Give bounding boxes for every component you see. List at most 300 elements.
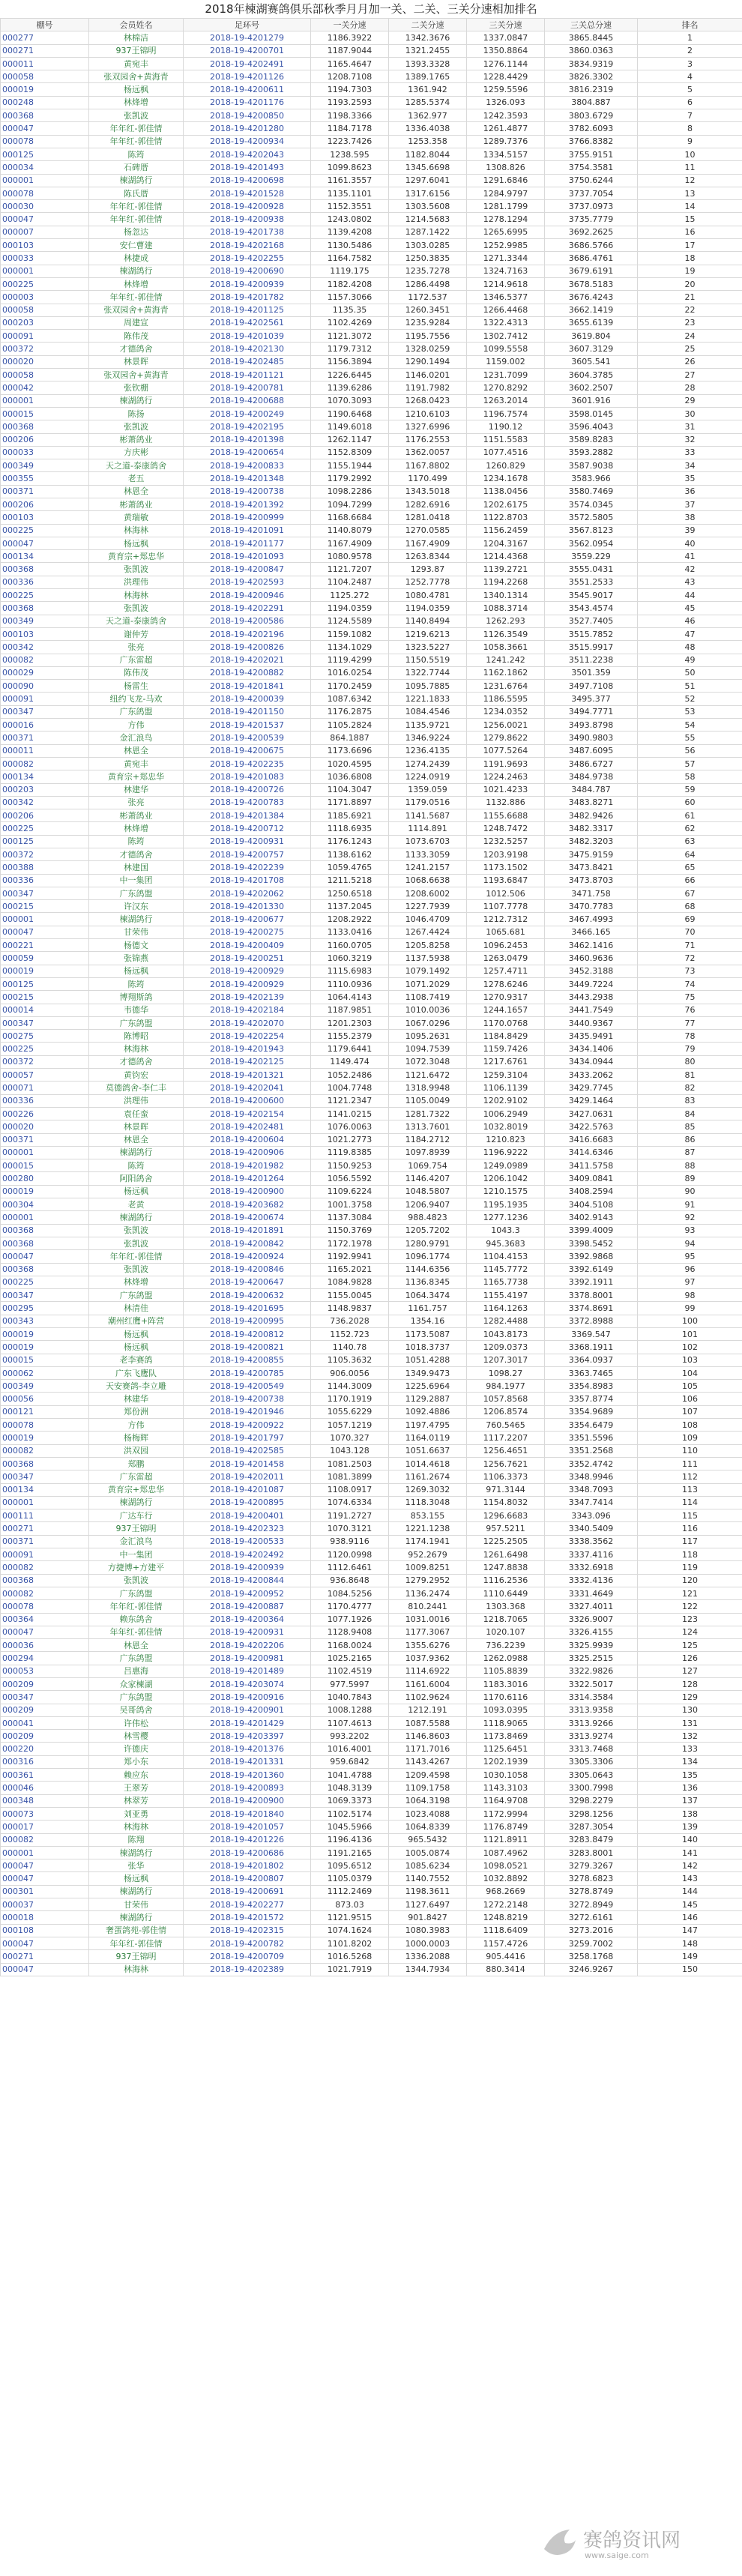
ring-number-cell: 2018-19-4200611 <box>184 83 311 96</box>
total-speed-cell: 3484.9738 <box>545 770 638 783</box>
member-name-cell: 林景晖 <box>89 355 184 368</box>
rank-cell: 10 <box>638 148 742 160</box>
stage1-speed-cell: 1101.8202 <box>311 1937 389 1949</box>
pen-number-cell: 000225 <box>1 277 89 290</box>
stage3-speed-cell: 1260.829 <box>467 459 545 472</box>
rank-cell: 48 <box>638 641 742 654</box>
rank-cell: 63 <box>638 835 742 848</box>
pen-number-cell: 000348 <box>1 1794 89 1807</box>
member-name-cell: 林海林 <box>89 1821 184 1833</box>
pigeon-logo-icon <box>540 2524 579 2563</box>
table-row <box>1 1250 742 1263</box>
pen-number-cell: 000016 <box>1 719 89 732</box>
total-speed-cell: 3305.3306 <box>545 1755 638 1768</box>
stage2-speed-cell: 1146.0201 <box>389 369 467 381</box>
member-name-cell: 赖应东 <box>89 1769 184 1782</box>
ring-number-cell: 2018-19-4200821 <box>184 1341 311 1354</box>
total-speed-cell: 3313.9266 <box>545 1716 638 1729</box>
ring-number-cell: 2018-19-4202277 <box>184 1898 311 1911</box>
total-speed-cell: 3409.0841 <box>545 1172 638 1185</box>
rank-cell: 67 <box>638 887 742 899</box>
total-speed-cell: 3551.2533 <box>545 576 638 588</box>
total-speed-cell: 3402.9143 <box>545 1211 638 1224</box>
total-speed-cell: 3497.7108 <box>545 680 638 693</box>
table-row <box>1 83 742 96</box>
table-row <box>1 848 742 861</box>
stage2-speed-cell: 1144.6356 <box>389 1263 467 1276</box>
stage3-speed-cell: 1116.2536 <box>467 1574 545 1587</box>
table-row <box>1 1146 742 1159</box>
member-name-cell: 广东鸽盟 <box>89 1289 184 1302</box>
stage2-speed-cell: 1250.3835 <box>389 252 467 265</box>
rank-cell: 131 <box>638 1716 742 1729</box>
stage1-speed-cell: 1104.2487 <box>311 576 389 588</box>
total-speed-cell: 3246.9267 <box>545 1963 638 1976</box>
ring-number-cell: 2018-19-4201782 <box>184 291 311 304</box>
total-speed-cell: 3443.2938 <box>545 991 638 1004</box>
stage2-speed-cell: 853.155 <box>389 1509 467 1522</box>
rank-cell: 119 <box>638 1561 742 1574</box>
stage1-speed-cell: 1262.1147 <box>311 433 389 446</box>
table-row <box>1 1587 742 1599</box>
stage2-speed-cell: 1014.4618 <box>389 1457 467 1470</box>
stage3-speed-cell: 1043.8173 <box>467 1327 545 1340</box>
stage2-speed-cell: 1343.5018 <box>389 485 467 498</box>
table-row <box>1 1237 742 1249</box>
stage3-speed-cell: 1143.3103 <box>467 1782 545 1794</box>
stage2-speed-cell: 1342.3676 <box>389 31 467 44</box>
member-name-cell: 张锦燕 <box>89 952 184 965</box>
pen-number-cell: 000225 <box>1 589 89 602</box>
stage2-speed-cell: 1164.0119 <box>389 1432 467 1444</box>
stage3-speed-cell: 1202.1939 <box>467 1755 545 1768</box>
member-name-cell: 陈伟茂 <box>89 330 184 343</box>
total-speed-cell: 3473.8421 <box>545 861 638 874</box>
member-name-cell: 杨雷生 <box>89 680 184 693</box>
total-speed-cell: 3486.6727 <box>545 757 638 770</box>
stage1-speed-cell: 1112.6461 <box>311 1561 389 1574</box>
stage2-speed-cell: 1349.9473 <box>389 1366 467 1379</box>
pen-number-cell: 000347 <box>1 1289 89 1302</box>
total-speed-cell: 3493.8798 <box>545 719 638 732</box>
stage2-speed-cell: 1085.6234 <box>389 1859 467 1872</box>
ring-number-cell: 2018-19-4200738 <box>184 485 311 498</box>
table-row <box>1 394 742 407</box>
rank-cell: 133 <box>638 1743 742 1755</box>
rank-cell: 16 <box>638 226 742 238</box>
total-speed-cell: 3511.2238 <box>545 654 638 666</box>
table-row <box>1 680 742 693</box>
rank-cell: 45 <box>638 602 742 615</box>
pen-number-cell: 000091 <box>1 693 89 705</box>
stage3-speed-cell: 1256.0021 <box>467 719 545 732</box>
rank-cell: 62 <box>638 822 742 835</box>
member-name-cell: 张钦棚 <box>89 381 184 394</box>
rank-cell: 66 <box>638 874 742 887</box>
stage3-speed-cell: 1284.9797 <box>467 187 545 199</box>
rank-cell: 53 <box>638 705 742 718</box>
stage3-speed-cell: 1093.0395 <box>467 1704 545 1716</box>
total-speed-cell: 3452.3188 <box>545 965 638 977</box>
total-speed-cell: 3429.7745 <box>545 1082 638 1094</box>
stage1-speed-cell: 1016.4001 <box>311 1743 389 1755</box>
pen-number-cell: 000019 <box>1 965 89 977</box>
stage1-speed-cell: 1110.0936 <box>311 977 389 990</box>
total-speed-cell: 3313.7468 <box>545 1743 638 1755</box>
stage1-speed-cell: 1187.9044 <box>311 44 389 57</box>
rank-cell: 89 <box>638 1172 742 1185</box>
stage2-speed-cell: 1354.16 <box>389 1315 467 1327</box>
stage3-speed-cell: 1186.5595 <box>467 693 545 705</box>
ring-number-cell: 2018-19-4200600 <box>184 1094 311 1107</box>
stage1-speed-cell: 1186.3922 <box>311 31 389 44</box>
table-row <box>1 939 742 952</box>
table-row <box>1 1263 742 1276</box>
stage2-speed-cell: 1210.6103 <box>389 407 467 420</box>
pen-number-cell: 000030 <box>1 200 89 213</box>
table-row <box>1 874 742 887</box>
pen-number-cell: 000364 <box>1 1613 89 1626</box>
rank-cell: 117 <box>638 1535 742 1548</box>
table-row <box>1 511 742 524</box>
table-row <box>1 1821 742 1833</box>
total-speed-cell: 3494.7771 <box>545 705 638 718</box>
total-speed-cell: 3331.4649 <box>545 1587 638 1599</box>
ring-number-cell: 2018-19-4200039 <box>184 693 311 705</box>
stage1-speed-cell: 1179.6441 <box>311 1043 389 1055</box>
ring-number-cell: 2018-19-4200691 <box>184 1885 311 1898</box>
total-speed-cell: 3258.1768 <box>545 1950 638 1963</box>
pen-number-cell: 000134 <box>1 550 89 563</box>
table-row <box>1 1224 742 1237</box>
stage2-speed-cell: 1046.4709 <box>389 913 467 926</box>
stage2-speed-cell: 1067.0296 <box>389 1016 467 1029</box>
stage2-speed-cell: 1355.6276 <box>389 1639 467 1652</box>
total-speed-cell: 3372.8988 <box>545 1315 638 1327</box>
pen-number-cell: 000225 <box>1 1043 89 1055</box>
rank-cell: 149 <box>638 1950 742 1963</box>
rank-cell: 120 <box>638 1574 742 1587</box>
rank-cell: 110 <box>638 1444 742 1457</box>
stage2-speed-cell: 1389.1765 <box>389 70 467 83</box>
total-speed-cell: 3782.6093 <box>545 122 638 135</box>
total-speed-cell: 3398.5452 <box>545 1237 638 1249</box>
stage1-speed-cell: 1128.9408 <box>311 1626 389 1638</box>
pen-number-cell: 000047 <box>1 1626 89 1638</box>
ring-number-cell: 2018-19-4200906 <box>184 1146 311 1159</box>
stage1-speed-cell: 1141.0215 <box>311 1107 389 1120</box>
stage2-speed-cell: 1359.059 <box>389 783 467 796</box>
stage1-speed-cell: 1155.0045 <box>311 1289 389 1302</box>
table-row <box>1 1030 742 1043</box>
stage3-speed-cell: 1162.1862 <box>467 666 545 679</box>
table-row <box>1 135 742 148</box>
stage1-speed-cell: 1157.3066 <box>311 291 389 304</box>
stage3-speed-cell: 1157.4726 <box>467 1937 545 1949</box>
total-speed-cell: 3484.787 <box>545 783 638 796</box>
stage3-speed-cell: 1257.4711 <box>467 965 545 977</box>
table-row <box>1 1055 742 1068</box>
stage3-speed-cell: 1261.4877 <box>467 122 545 135</box>
stage1-speed-cell: 977.5997 <box>311 1678 389 1691</box>
member-name-cell: 林雪樱 <box>89 1730 184 1743</box>
stage2-speed-cell: 1118.3048 <box>389 1496 467 1509</box>
member-name-cell: 林海林 <box>89 524 184 537</box>
ring-number-cell: 2018-19-4200701 <box>184 44 311 57</box>
table-row <box>1 1716 742 1729</box>
total-speed-cell: 3408.2594 <box>545 1185 638 1198</box>
stage2-speed-cell: 1346.9224 <box>389 732 467 744</box>
rank-cell: 60 <box>638 796 742 809</box>
ring-number-cell: 2018-19-4202561 <box>184 316 311 329</box>
stage3-speed-cell: 1248.8219 <box>467 1911 545 1924</box>
pen-number-cell: 000294 <box>1 1652 89 1665</box>
stage2-speed-cell: 1219.6213 <box>389 627 467 640</box>
ring-number-cell: 2018-19-4201572 <box>184 1911 311 1924</box>
rank-cell: 104 <box>638 1366 742 1379</box>
stage3-speed-cell: 1282.4488 <box>467 1315 545 1327</box>
rank-cell: 86 <box>638 1133 742 1146</box>
table-row <box>1 641 742 654</box>
stage3-speed-cell: 1110.6449 <box>467 1587 545 1599</box>
member-name-cell: 才德鸽舍 <box>89 343 184 355</box>
ring-number-cell: 2018-19-4201384 <box>184 809 311 822</box>
table-row <box>1 1937 742 1949</box>
rank-cell: 28 <box>638 381 742 394</box>
table-row <box>1 1094 742 1107</box>
rank-cell: 135 <box>638 1769 742 1782</box>
pen-number-cell: 000001 <box>1 1146 89 1159</box>
table-row <box>1 1846 742 1859</box>
ring-number-cell: 2018-19-4202043 <box>184 148 311 160</box>
stage1-speed-cell: 959.6842 <box>311 1755 389 1768</box>
pen-number-cell: 000036 <box>1 1639 89 1652</box>
total-speed-cell: 3325.2515 <box>545 1652 638 1665</box>
pen-number-cell: 000062 <box>1 1366 89 1379</box>
rank-cell: 56 <box>638 744 742 757</box>
ring-number-cell: 2018-19-4200783 <box>184 796 311 809</box>
pen-number-cell: 000033 <box>1 252 89 265</box>
member-name-cell: 张凯波 <box>89 1263 184 1276</box>
table-row <box>1 1769 742 1782</box>
stage2-speed-cell: 1167.8802 <box>389 459 467 472</box>
total-speed-cell: 3364.0937 <box>545 1354 638 1366</box>
stage1-speed-cell: 1149.474 <box>311 1055 389 1068</box>
ring-number-cell: 2018-19-4200533 <box>184 1535 311 1548</box>
member-name-cell: 金汇浪鸟 <box>89 1535 184 1548</box>
ring-number-cell: 2018-19-4200807 <box>184 1872 311 1885</box>
table-row <box>1 200 742 213</box>
stage2-speed-cell: 1080.4781 <box>389 589 467 602</box>
table-row <box>1 1535 742 1548</box>
stage3-speed-cell: 1118.9065 <box>467 1716 545 1729</box>
stage1-speed-cell: 1165.4647 <box>311 57 389 70</box>
stage1-speed-cell: 1176.2875 <box>311 705 389 718</box>
stage2-speed-cell: 1095.7885 <box>389 680 467 693</box>
pen-number-cell: 000082 <box>1 1561 89 1574</box>
stage3-speed-cell: 1032.8019 <box>467 1120 545 1133</box>
stage1-speed-cell: 1055.6229 <box>311 1405 389 1418</box>
member-name-cell: 林烽增 <box>89 277 184 290</box>
ring-number-cell: 2018-19-4202139 <box>184 991 311 1004</box>
stage2-speed-cell: 1253.358 <box>389 135 467 148</box>
member-name-cell: 郑份洲 <box>89 1405 184 1418</box>
ring-number-cell: 2018-19-4202254 <box>184 1030 311 1043</box>
stage3-speed-cell: 1262.293 <box>467 615 545 627</box>
pen-number-cell: 000037 <box>1 1898 89 1911</box>
stage3-speed-cell: 1346.5377 <box>467 291 545 304</box>
ring-number-cell: 2018-19-4200757 <box>184 848 311 861</box>
ring-number-cell: 2018-19-4200901 <box>184 1704 311 1716</box>
rank-cell: 109 <box>638 1432 742 1444</box>
rank-cell: 90 <box>638 1185 742 1198</box>
stage1-speed-cell: 1043.128 <box>311 1444 389 1457</box>
rank-cell: 64 <box>638 848 742 861</box>
table-row <box>1 459 742 472</box>
stage1-speed-cell: 1081.2503 <box>311 1457 389 1470</box>
member-name-cell: 楝湖鸽行 <box>89 174 184 187</box>
total-speed-cell: 3440.9367 <box>545 1016 638 1029</box>
ring-number-cell: 2018-19-4201083 <box>184 770 311 783</box>
table-row <box>1 1794 742 1807</box>
stage3-speed-cell: 984.1977 <box>467 1380 545 1393</box>
total-speed-cell: 3357.8774 <box>545 1393 638 1405</box>
rank-cell: 143 <box>638 1872 742 1885</box>
rank-cell: 68 <box>638 900 742 913</box>
stage3-speed-cell: 1256.7621 <box>467 1457 545 1470</box>
member-name-cell: 杨远枫 <box>89 965 184 977</box>
pen-number-cell: 000082 <box>1 1587 89 1599</box>
stage2-speed-cell: 1121.6472 <box>389 1069 467 1082</box>
member-name-cell: 杨远枫 <box>89 83 184 96</box>
stage2-speed-cell: 1114.891 <box>389 822 467 835</box>
pen-number-cell: 000277 <box>1 31 89 44</box>
member-name-cell: 许德庆 <box>89 1743 184 1755</box>
ring-number-cell: 2018-19-4200846 <box>184 1263 311 1276</box>
rank-cell: 31 <box>638 420 742 433</box>
pen-number-cell: 000280 <box>1 1172 89 1185</box>
stage2-speed-cell: 1208.6002 <box>389 887 467 899</box>
member-name-cell: 袁任蛮 <box>89 1107 184 1120</box>
stage1-speed-cell: 1119.175 <box>311 265 389 277</box>
ring-number-cell: 2018-19-4201331 <box>184 1755 311 1768</box>
table-row <box>1 355 742 368</box>
pen-number-cell: 000058 <box>1 369 89 381</box>
stage1-speed-cell: 1170.4777 <box>311 1600 389 1613</box>
pen-number-cell: 000011 <box>1 744 89 757</box>
table-row <box>1 1457 742 1470</box>
rank-cell: 127 <box>638 1665 742 1677</box>
stage3-speed-cell: 1224.2463 <box>467 770 545 783</box>
ring-number-cell: 2018-19-4200844 <box>184 1574 311 1587</box>
stage1-speed-cell: 1036.6808 <box>311 770 389 783</box>
table-row <box>1 407 742 420</box>
table-row <box>1 1405 742 1418</box>
stage3-speed-cell: 1172.9994 <box>467 1807 545 1820</box>
table-row <box>1 70 742 83</box>
ring-number-cell: 2018-19-4200698 <box>184 174 311 187</box>
member-name-cell: 年年红-郭佳情 <box>89 213 184 226</box>
member-name-cell: 广东雷超 <box>89 654 184 666</box>
member-name-cell: 刘亚勇 <box>89 1807 184 1820</box>
stage3-speed-cell: 1202.9102 <box>467 1094 545 1107</box>
stage2-speed-cell: 1197.4795 <box>389 1419 467 1432</box>
total-speed-cell: 3572.5805 <box>545 511 638 524</box>
table-row <box>1 1522 742 1535</box>
rank-cell: 22 <box>638 304 742 316</box>
ring-number-cell: 2018-19-4200712 <box>184 822 311 835</box>
stage1-speed-cell: 1135.35 <box>311 304 389 316</box>
ring-number-cell: 2018-19-4202491 <box>184 57 311 70</box>
ring-number-cell: 2018-19-4201392 <box>184 498 311 510</box>
pen-number-cell: 000248 <box>1 96 89 109</box>
ring-number-cell: 2018-19-4202062 <box>184 887 311 899</box>
pen-number-cell: 000355 <box>1 472 89 485</box>
ring-number-cell: 2018-19-4200939 <box>184 1561 311 1574</box>
stage1-speed-cell: 1192.9941 <box>311 1250 389 1263</box>
stage3-speed-cell: 971.3144 <box>467 1483 545 1496</box>
stage1-speed-cell: 1077.1926 <box>311 1613 389 1626</box>
table-row <box>1 1289 742 1302</box>
member-name-cell: 陈筠 <box>89 148 184 160</box>
table-row <box>1 304 742 316</box>
table-row <box>1 1898 742 1911</box>
stage3-speed-cell: 1261.6498 <box>467 1548 545 1561</box>
ring-number-cell: 2018-19-4201943 <box>184 1043 311 1055</box>
stage3-speed-cell: 1065.681 <box>467 926 545 938</box>
member-name-cell: 陈扬 <box>89 407 184 420</box>
column-header: 三关总分速 <box>545 19 638 31</box>
rank-cell: 2 <box>638 44 742 57</box>
column-header: 三关分速 <box>467 19 545 31</box>
stage2-speed-cell: 1221.1238 <box>389 1522 467 1535</box>
member-name-cell: 广东飞鹰队 <box>89 1366 184 1379</box>
total-speed-cell: 3470.7783 <box>545 900 638 913</box>
stage1-speed-cell: 1056.5592 <box>311 1172 389 1185</box>
stage2-speed-cell: 1136.2474 <box>389 1587 467 1599</box>
stage3-speed-cell: 1217.6761 <box>467 1055 545 1068</box>
stage2-speed-cell: 1102.9624 <box>389 1691 467 1704</box>
stage3-speed-cell: 1121.8911 <box>467 1833 545 1846</box>
stage1-speed-cell: 1243.0802 <box>311 213 389 226</box>
rank-cell: 123 <box>638 1613 742 1626</box>
table-row <box>1 1496 742 1509</box>
table-row <box>1 44 742 57</box>
stage3-speed-cell: 1006.2949 <box>467 1107 545 1120</box>
ring-number-cell: 2018-19-4200675 <box>184 744 311 757</box>
stage2-speed-cell: 1279.2952 <box>389 1574 467 1587</box>
pen-number-cell: 000342 <box>1 641 89 654</box>
ring-number-cell: 2018-19-4202168 <box>184 239 311 252</box>
member-name-cell: 谢仲芳 <box>89 627 184 640</box>
pen-number-cell: 000220 <box>1 1743 89 1755</box>
stage3-speed-cell: 1259.5596 <box>467 83 545 96</box>
column-header: 会员姓名 <box>89 19 184 31</box>
stage3-speed-cell: 1266.4468 <box>467 304 545 316</box>
stage2-speed-cell: 1285.5374 <box>389 96 467 109</box>
pen-number-cell: 000001 <box>1 1496 89 1509</box>
pen-number-cell: 000347 <box>1 887 89 899</box>
table-row <box>1 446 742 459</box>
pen-number-cell: 000336 <box>1 874 89 887</box>
table-row <box>1 1509 742 1522</box>
rank-cell: 93 <box>638 1224 742 1237</box>
stage3-speed-cell: 1151.5583 <box>467 433 545 446</box>
stage3-speed-cell: 1308.826 <box>467 161 545 174</box>
ring-number-cell: 2018-19-4200981 <box>184 1652 311 1665</box>
rank-cell: 29 <box>638 394 742 407</box>
ring-number-cell: 2018-19-4202239 <box>184 861 311 874</box>
